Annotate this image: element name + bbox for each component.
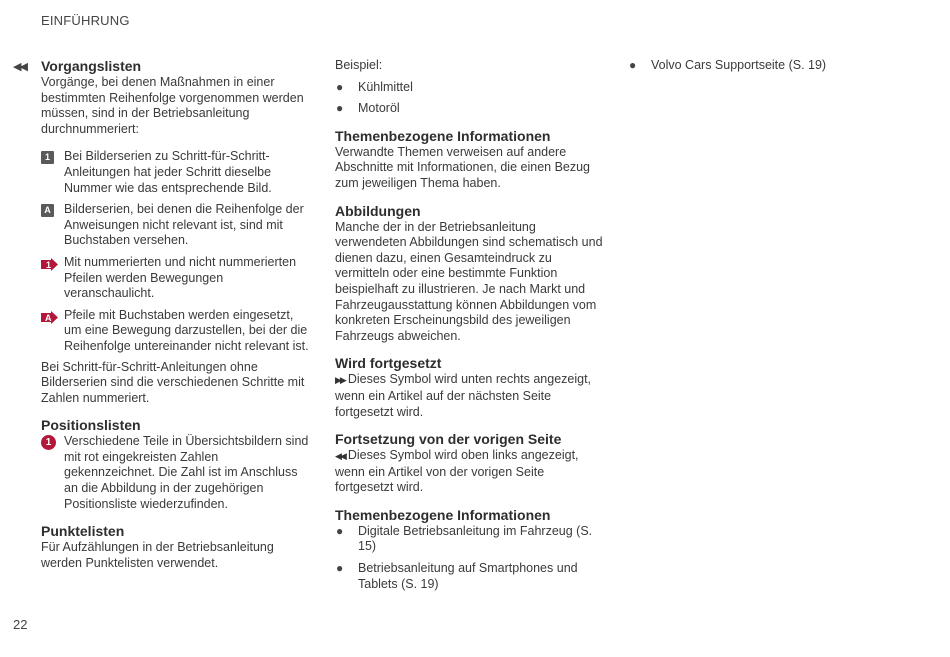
list-item	[41, 255, 309, 302]
arrow-letter-label: A	[45, 312, 52, 323]
wird-text: Dieses Symbol wird unten rechts angezeigt, wenn ein Artikel auf der nächsten Seite fortgesetzt wird.	[335, 372, 592, 419]
list-item	[335, 101, 603, 117]
related-link[interactable]: Betriebsanleitung auf Smartphones und Tablets (S. 19)	[358, 561, 578, 591]
abbildungen-text: Manche der in der Betriebsanleitung verwendeten Abbildungen sind schematisch und dienen dazu, einen Gesamteindruck zu vermitteln oder eine bestimmte Funktion beispielhaft zu illustrieren. Je nach Markt und Fahrzeugausstattung können Abbildungen vom konkreten Erscheinungsbild des jeweiligen Fahrzeugs abweichen.	[335, 219, 603, 343]
heading-wird-fortgesetzt: Wird fortgesetzt	[335, 355, 442, 372]
heading-positionslisten: Positionslisten	[41, 417, 141, 434]
bullet-icon: ●	[336, 523, 344, 538]
list-item-text: Bei Bilderserien zu Schritt-für-Schritt-Anleitungen hat jeder Schritt dieselbe Nummer wie das entsprechende Bild.	[64, 149, 272, 195]
example-label: Beispiel:	[335, 58, 383, 72]
list-item-text: Bilderserien, bei denen die Reihenfolge der Anweisungen nicht relevant ist, sind mit Buchstaben versehen.	[64, 202, 304, 248]
list-item-text: Verschiedene Teile in Übersichtsbildern sind mit rot eingekreisten Zahlen gekennzeichnet. Die Zahl ist im Anschluss an die Abbildung in der zugehörigen Positionsliste wiederzufinden.	[64, 434, 309, 511]
bullet-icon: ●	[336, 561, 344, 576]
heading-themen-2: Themenbezogene Informationen	[335, 506, 551, 523]
list-item	[41, 434, 309, 512]
list-item	[41, 202, 309, 249]
numbered-arrow-icon	[41, 258, 59, 271]
continued-previous-icon: ◀◀	[335, 451, 345, 462]
bullet-icon: ●	[629, 58, 637, 72]
step-letter-badge: A	[41, 204, 54, 217]
punkt-text: Für Aufzählungen in der Betriebsanleitung werden Punktelisten verwendet.	[41, 540, 274, 570]
fortsetzung-text-para	[335, 448, 603, 496]
list-item[interactable]	[335, 524, 603, 555]
vorgang-outro: Bei Schritt-für-Schritt-Anleitungen ohne Bilderserien sind die verschiedenen Schritte mit Zahlen nummeriert.	[41, 359, 305, 405]
column-left	[41, 58, 309, 571]
related-link[interactable]: Digitale Betriebsanleitung im Fahrzeug (S. 15)	[358, 523, 593, 554]
bullet-icon: ●	[336, 101, 344, 116]
continued-from-previous-icon: ◀◀	[13, 61, 26, 73]
list-item-text: Pfeile mit Buchstaben werden eingesetzt, um eine Bewegung darzustellen, bei der die Reihenfolge untereinander nicht relevant ist.	[64, 307, 309, 353]
column-middle	[335, 58, 603, 592]
wird-text-para	[335, 372, 603, 420]
heading-fortsetzung: Fortsetzung von der vorigen Seite	[335, 431, 562, 448]
list-item	[41, 308, 309, 355]
page-header: EINFÜHRUNG	[41, 13, 130, 28]
list-item[interactable]	[335, 561, 603, 592]
fortsetzung-text: Dieses Symbol wird oben links angezeigt, wenn ein Artikel von der vorigen Seite fortgesetzt wird.	[335, 448, 579, 495]
list-item[interactable]	[628, 58, 888, 74]
bullet-icon: ●	[336, 79, 344, 94]
position-number-badge: 1	[41, 435, 56, 450]
list-item	[335, 80, 603, 96]
list-item-text: Motoröl	[358, 101, 400, 116]
step-number-badge: 1	[41, 151, 54, 164]
arrow-number-label: 1	[46, 259, 52, 270]
heading-vorgangslisten: Vorgangslisten	[41, 58, 142, 74]
heading-themen: Themenbezogene Informationen	[335, 127, 551, 144]
column-right	[628, 58, 888, 74]
themen-text: Verwandte Themen verweisen auf andere Abschnitte mit Informationen, die einen Bezug zum jeweiligen Thema haben.	[335, 144, 591, 190]
heading-punktelisten: Punktelisten	[41, 523, 125, 540]
page-number: 22	[13, 617, 28, 632]
related-link[interactable]: Volvo Cars Supportseite (S. 19)	[651, 58, 827, 72]
vorgang-intro: Vorgänge, bei denen Maßnahmen in einer bestimmten Reihenfolge vorgenommen werden müssen, sind in der Betriebsanleitung durchnummeriert:	[41, 75, 304, 136]
list-item	[41, 149, 309, 196]
heading-abbildungen: Abbildungen	[335, 202, 421, 219]
list-item-text: Kühlmittel	[358, 79, 413, 94]
list-item-text: Mit nummerierten und nicht nummerierten Pfeilen werden Bewegungen veranschaulicht.	[64, 254, 297, 301]
continued-next-icon: ▶▶	[335, 375, 345, 386]
lettered-arrow-icon	[41, 311, 59, 324]
